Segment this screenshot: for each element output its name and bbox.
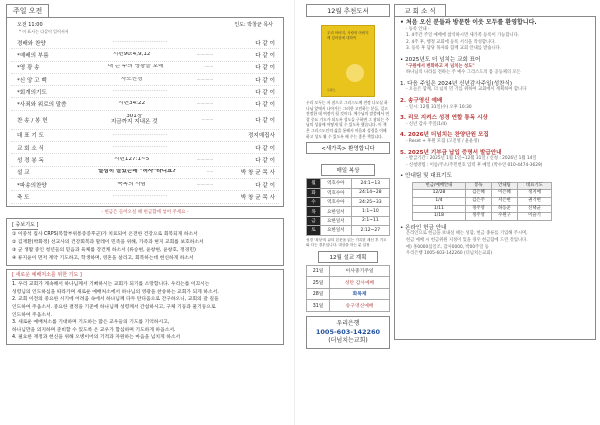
worship-item-dots: ············· bbox=[196, 76, 213, 83]
cover-circle bbox=[346, 64, 364, 82]
bible-ref: 2:1~11 bbox=[351, 216, 389, 225]
worship-item-content: ······························· bbox=[112, 132, 168, 138]
book-cover-title: 우리 아버지, 사랑의 아버지께 엎어짐에 대하여 bbox=[327, 31, 369, 40]
worship-item-content-line: 지금까지 지내온 것 bbox=[110, 118, 158, 125]
worship-row bbox=[11, 130, 279, 142]
bible-ref: 24:1~13 bbox=[351, 179, 389, 188]
services-title: 12월 설교 계획 bbox=[318, 251, 378, 263]
worship-row bbox=[11, 111, 279, 130]
staff-cell: 이은혜 bbox=[491, 190, 517, 198]
staff-cell: 1/11 bbox=[413, 205, 466, 213]
bible-row bbox=[307, 179, 390, 188]
staff-row bbox=[413, 198, 552, 206]
worship-row bbox=[11, 86, 279, 98]
worship-item-dots: ······· bbox=[204, 64, 213, 71]
worship-item-name: 설 교 bbox=[17, 170, 30, 177]
worship-item-leader: 다 같 이 bbox=[255, 52, 275, 59]
worship-item-content-line: 내 는 주의 영광을 보네 bbox=[107, 64, 164, 70]
book-cover bbox=[321, 25, 375, 97]
worship-item-dots: ············· bbox=[196, 181, 213, 188]
staff-row bbox=[413, 190, 552, 198]
online-line: 온라인으로 헌금을 보내실 때는 성함, 헌금 종류를 기입해 주시며, bbox=[406, 231, 528, 237]
staff-cell: 1/4 bbox=[413, 198, 466, 206]
news-item-3: 3. 리모 지켜스 성경 연합 통독 시상 bbox=[400, 115, 488, 122]
bank-holder: (더넘치는교회) bbox=[328, 336, 368, 344]
bank-account: 1005-603-142260 bbox=[315, 328, 381, 336]
worship-item-content bbox=[67, 114, 201, 126]
worship-row bbox=[11, 98, 279, 110]
news-item-1-sub: - 오늘은 함께, 더 넘치 민 기를 위하여 교회에서 계획하여 합니다 bbox=[406, 87, 527, 93]
worship-item-content bbox=[67, 52, 196, 58]
online-line: 헌금 예배 시 헌금위원 지정이 있을 경우 헌금함에 드린 것입니다. bbox=[406, 238, 528, 244]
worship-item-leader: 다 같 이 bbox=[255, 158, 275, 165]
right-page bbox=[300, 0, 600, 425]
worship-item-dots: ····· bbox=[206, 169, 213, 176]
new-place-line: 하나님만을 의지하며 준비할 수 있도록 온 교우가 합심하며 기도하게 하옵소서. bbox=[12, 327, 176, 333]
staff-cell: 서은현 bbox=[491, 198, 517, 206]
welcome-sub-line: 2. 4주 후, 행정 교회에 등록 서식을 작성합니다. bbox=[406, 39, 496, 45]
worship-item-dots: ············· bbox=[196, 51, 213, 58]
prayer-line: ④ 류지윤이 먼저 계약 기도하고, 학생하며, 영혼을 살리고, 회복하는데 헌신하게 하소서 bbox=[12, 255, 194, 261]
new-place-line: 3. 새로운 예배처소를 기대하며 기도하는 많은 교우들의 기도를 기억하시고, bbox=[12, 320, 170, 326]
welcome-text: • 처음 오신 분들과 방문한 이웃 모두를 환영합니다. bbox=[400, 19, 537, 26]
staff-cell: 김은주 bbox=[465, 198, 491, 206]
staff-cell: 1/18 bbox=[413, 213, 466, 221]
worship-row bbox=[11, 37, 279, 49]
book-tab: 12월 추천도서 bbox=[306, 4, 390, 17]
news-item-3-sub: - 신년 감사 주일(1/4) bbox=[406, 121, 447, 127]
online-title: • 온라인 헌금 안내 bbox=[400, 224, 447, 231]
news-item-4: 4. 2026년 더넘치는 찬양단원 모집 bbox=[400, 132, 489, 139]
bible-title: 매일 복상 bbox=[321, 164, 375, 176]
prayer-line: ③ 군 생활 중인 청년들의 믿음과 육체를 강건케 하소서 (류승현, 윤창현, 윤창호, 정경민) bbox=[12, 247, 196, 253]
service-row bbox=[307, 277, 390, 289]
worship-item-content: ······························· bbox=[112, 144, 168, 150]
worship-time: 오전 11:00 bbox=[17, 22, 43, 28]
bible-day: 수 bbox=[307, 197, 321, 206]
worship-item-content bbox=[67, 77, 196, 83]
service-date: 28일 bbox=[307, 288, 330, 300]
bible-book: 요한일서 bbox=[321, 207, 352, 216]
staff-row bbox=[413, 213, 552, 221]
worship-row bbox=[11, 167, 279, 179]
worship-item-content-line: 열심히 살았는데 "허사"라니요? bbox=[97, 169, 176, 175]
worship-item-name: 대 표 기 도 bbox=[17, 133, 44, 140]
worship-row bbox=[11, 154, 279, 166]
staff-cell: 신택균 bbox=[517, 205, 551, 213]
worship-item-content-line: 301장 bbox=[126, 113, 143, 119]
worship-item-leader: 다 같 이 bbox=[255, 65, 275, 72]
worship-items bbox=[11, 37, 279, 204]
worship-item-content bbox=[67, 169, 207, 175]
worship-row bbox=[11, 49, 279, 61]
bible-ref: 24:25~33 bbox=[351, 197, 389, 206]
staff-cell: 정주영 bbox=[465, 213, 491, 221]
service-date: 25일 bbox=[307, 277, 330, 289]
motto-sub: 하나님의 나라를 전하는 주 예수 그리스도의 몸 공동체의 모든 bbox=[406, 70, 521, 76]
staff-cell: 김은혜 bbox=[465, 190, 491, 198]
bank-box bbox=[306, 316, 390, 350]
bible-row bbox=[307, 197, 390, 206]
worship-row bbox=[11, 179, 279, 191]
news-item-5-sub bbox=[400, 156, 590, 169]
welcome-sub-line: · 등록 안내 · bbox=[406, 26, 430, 32]
worship-item-name: 경배와 찬양 bbox=[17, 40, 46, 47]
prayer-lines bbox=[12, 231, 278, 263]
worship-item-name: *예배의 부름 bbox=[17, 52, 49, 59]
staff-header: 봉독 bbox=[465, 182, 491, 190]
staff-cell: 정지예 bbox=[517, 190, 551, 198]
prayer-box bbox=[6, 218, 284, 266]
staff-header: 대표기도 bbox=[517, 182, 551, 190]
bible-day: 금 bbox=[307, 216, 321, 225]
worship-item-leader: 박 창 균 목 사 bbox=[240, 170, 275, 177]
worship-row bbox=[11, 142, 279, 154]
worship-item-name: *파송의찬양 bbox=[17, 182, 47, 189]
prayer-title: [ 중보기도 ] bbox=[12, 221, 39, 228]
staff-table bbox=[412, 182, 552, 221]
new-place-box bbox=[6, 269, 284, 345]
news-item-1: 1. 다음 주일은 2024년 신년감사주일(성찬식) bbox=[400, 80, 513, 87]
worship-item-leader: 다 같 이 bbox=[255, 89, 275, 96]
staff-row bbox=[413, 205, 552, 213]
new-place-line: 1. 우리 교회가 계속해서 하나님께서 기뻐하시는 교회가 되기를 소망합니다. 우리는를 이끄시는 bbox=[12, 282, 210, 288]
staff-cell: 이슬기 bbox=[517, 213, 551, 221]
bible-row bbox=[307, 207, 390, 216]
news-item-5-sub-line: - 발급기간 : 2025년 1월 1일~12월 31일 / 신청 : 2026년 1월 14일 bbox=[406, 156, 537, 162]
motto: "구원에서 변화하고 저 넘치는 성도" bbox=[406, 63, 475, 69]
service-date: 31일 bbox=[307, 300, 330, 312]
worship-item-name: 성 경 봉 독 bbox=[17, 158, 44, 165]
motto-year: • 2025년도 더 넘치는 교회 표어 bbox=[400, 56, 481, 63]
bible-ref: 24:14~28 bbox=[351, 188, 389, 197]
bible-row bbox=[307, 216, 390, 225]
news-item-2: 2. 송구영신 예배 bbox=[400, 97, 443, 104]
bible-book: 요한일서 bbox=[321, 216, 352, 225]
worship-item-content bbox=[67, 182, 196, 188]
online-lines bbox=[400, 231, 590, 257]
worship-leader: 인도: 박창균 목사 bbox=[234, 22, 273, 28]
bible-book: 역호수아 bbox=[321, 179, 352, 188]
service-title: 화목제 bbox=[330, 288, 390, 300]
bible-day: 월 bbox=[307, 179, 321, 188]
worship-row bbox=[11, 74, 279, 86]
offering-footnote: - 헌금은 들어오실 때 헌금함에 넣어 주세요 - bbox=[101, 209, 189, 215]
bible-row bbox=[307, 188, 390, 197]
bible-day: 토 bbox=[307, 226, 321, 235]
news-box bbox=[394, 16, 596, 340]
worship-item-leader: 정지예집사 bbox=[247, 133, 275, 140]
book-blurb: 우리 모두는 자 참으로 그리스도께 전정 나오실 하나님 앞에서 나아가는 그러한 고민하는 분들, 깊고 전정한 데 여정이 될 것이다. 예수님의 말씀에서 연결 중요 기도가 되도록 성도들 구하면 그 참되는 주님의 성품에 어떻게 될 수 있도록 했습니다. 이 책은 그리스도인의 삶을 통해서 마음과 성경을 이해하고 성도 활 수 있도록 해 주는 좋은 책입니다. bbox=[306, 100, 390, 139]
bible-row bbox=[307, 226, 390, 235]
worship-item-content-line: 시편34:22 bbox=[118, 101, 146, 107]
staff-cell: 하동준 bbox=[491, 205, 517, 213]
worship-item-content-line: 사도신경 bbox=[120, 76, 143, 82]
left-page bbox=[0, 0, 290, 425]
online-line: 우리은행 1005-603-142260 (더넘치는교회) bbox=[406, 251, 493, 257]
new-place-title: [ 새로운 예배처소를 위한 기도 ] bbox=[12, 272, 82, 281]
worship-item-name: *영 광 송 bbox=[17, 65, 40, 72]
worship-item-leader: 다 같 이 bbox=[255, 145, 275, 152]
worship-item-name: 찬 송 / 봉 헌 bbox=[17, 117, 48, 124]
bible-ref: 1:1~10 bbox=[351, 207, 389, 216]
new-family-title: <새가족> 환영합니다 bbox=[306, 142, 390, 154]
service-date: 21일 bbox=[307, 265, 330, 277]
new-place-line: 인도하여 주옵소서. 중요한 결정을 기준에 하나님께 성령께서 간섭하시고, 구체 기둥과 물기둥으로 bbox=[12, 304, 216, 310]
worship-note: * 이 표시는 다같이 일어서서 bbox=[19, 29, 69, 34]
welcome-sub-line: 3. 등록 후 담당 목자와 함께 교회 안내를 받습니다. bbox=[406, 46, 502, 52]
bible-ref: 2:12~27 bbox=[351, 226, 389, 235]
staff-cell: 12/28 bbox=[413, 190, 466, 198]
worship-item-content: ······························· bbox=[112, 39, 168, 45]
prayer-line: ① 이중석 집사 CRPS(복합부위통증증후군)가 치료되어 온전한 건강으로 회복되게 하소서 bbox=[12, 231, 198, 237]
worship-item-content: ······························· bbox=[112, 193, 168, 199]
prayer-line: ② 김재환(박화정) 선교사의 건강회복과 말레이 민족을 위해, 가족과 현지 교회를 보호하소서 bbox=[12, 239, 204, 245]
service-row bbox=[307, 300, 390, 312]
worship-item-content bbox=[67, 101, 196, 107]
news-column bbox=[394, 4, 596, 340]
worship-item-leader: 다 같 이 bbox=[255, 77, 275, 84]
new-place-line: 성령님의 인도하심을 따라가며 새로운 예배처소에서 하나님의 영광을 찬송하는 교회가 되게 하소서. bbox=[12, 289, 219, 295]
worship-item-name: *사죄와 위로의 말씀 bbox=[17, 102, 67, 109]
bible-table bbox=[306, 178, 390, 235]
worship-item-content bbox=[67, 157, 196, 163]
worship-item-content-line: 시편127:1~5 bbox=[114, 157, 150, 163]
bible-caption: 성경 '복상'의 큐티 본문을 읽는 기록한 계신 후 기도와 다는 경우입니다. 대상을 하는 분 입장 bbox=[306, 237, 387, 247]
staff-cell: 권기현 bbox=[517, 198, 551, 206]
service-title: 이사중기주일 bbox=[330, 265, 390, 277]
worship-tab: 주일 오전 bbox=[6, 4, 49, 18]
staff-cell: 수원구 bbox=[491, 213, 517, 221]
worship-item-content: ······························· bbox=[112, 88, 168, 94]
news-item-2-sub: - 일시: 12월 31일(수) 오후 10:30 bbox=[406, 104, 472, 110]
worship-row bbox=[11, 62, 279, 74]
staff-header: 안내팀 bbox=[491, 182, 517, 190]
worship-item-leader: 다 같 이 bbox=[255, 182, 275, 189]
staff-header: 헌금/예배안내 bbox=[413, 182, 466, 190]
worship-item-content-line: 축복의 사람 bbox=[117, 181, 147, 187]
bank-name: 우리은행 bbox=[336, 319, 360, 327]
news-tab: 교 회 소 식 bbox=[394, 4, 446, 17]
welcome-sub bbox=[400, 27, 590, 53]
staff-title: • 안내팀 및 대표기도 bbox=[400, 173, 452, 180]
bible-book: 역호수아 bbox=[321, 197, 352, 206]
sidebar-column bbox=[306, 4, 390, 349]
new-place-lines bbox=[12, 281, 278, 342]
online-line: 예) 홍0000십일조, 감사0000, 박00주일 등 bbox=[406, 244, 489, 250]
service-row bbox=[307, 265, 390, 277]
bible-book: 요한일서 bbox=[321, 226, 352, 235]
worship-item-leader: 다 같 이 bbox=[255, 40, 275, 47]
worship-item-leader: 박 창 균 목 사 bbox=[240, 194, 275, 201]
bible-day: 목 bbox=[307, 207, 321, 216]
worship-row bbox=[11, 191, 279, 203]
bible-book: 역호수아 bbox=[321, 188, 352, 197]
worship-item-dots: ············· bbox=[196, 101, 213, 108]
news-item-4-sub: - Reset + 후원 모집 (고진영 / 윤윤경) bbox=[406, 138, 480, 144]
service-title: 성탄 감사예배 bbox=[330, 277, 390, 289]
worship-item-leader: 다 같 이 bbox=[255, 102, 275, 109]
book-publisher: 두란노 bbox=[327, 88, 336, 92]
service-title: 송구영신예배 bbox=[330, 300, 390, 312]
service-row bbox=[307, 288, 390, 300]
news-item-5: 5. 2025년 기부금 납입 증명서 발급안내 bbox=[400, 149, 502, 156]
worship-order bbox=[6, 17, 284, 207]
staff-cell: 정주영 bbox=[465, 205, 491, 213]
new-place-line: 4. 필요한 재정과 헌신을 위해 오병이어의 기적과 자원하는 마음을 넘치게 하소서 bbox=[12, 335, 181, 341]
welcome-sub-line: 1. 4주간 주일 예배에 참석하시면 새가족 등록이 가능합니다. bbox=[406, 33, 520, 39]
worship-item-leader: 다 같 이 bbox=[255, 117, 275, 124]
worship-item-name: 교 회 소 식 bbox=[17, 145, 44, 152]
bible-day: 화 bbox=[307, 188, 321, 197]
services-table bbox=[306, 265, 390, 312]
worship-item-content-line: 시편90:4,9,12 bbox=[112, 52, 151, 58]
worship-item-dots: ········· bbox=[201, 116, 213, 123]
news-item-5-sub-line: - 신청방법 : 이름/주소/주민번호 입력 후 메일 (박수연 010-4474-3629) bbox=[406, 162, 543, 168]
page-fold bbox=[294, 0, 295, 425]
worship-item-name: 축 도 bbox=[17, 194, 30, 201]
new-place-line: 인도하여 주옵소서. bbox=[12, 312, 53, 318]
worship-item-name: *신 앙 고 백 bbox=[17, 77, 47, 84]
new-place-line: 2. 교회 이전의 중요한 시기에 어려움 속에서 하나님께 다두 탄다움으로 간구하오니, 교회의 갈 길을 bbox=[12, 297, 219, 303]
worship-item-name: *회개의기도 bbox=[17, 89, 47, 96]
worship-item-dots: ············· bbox=[196, 157, 213, 164]
worship-item-content bbox=[67, 64, 204, 70]
